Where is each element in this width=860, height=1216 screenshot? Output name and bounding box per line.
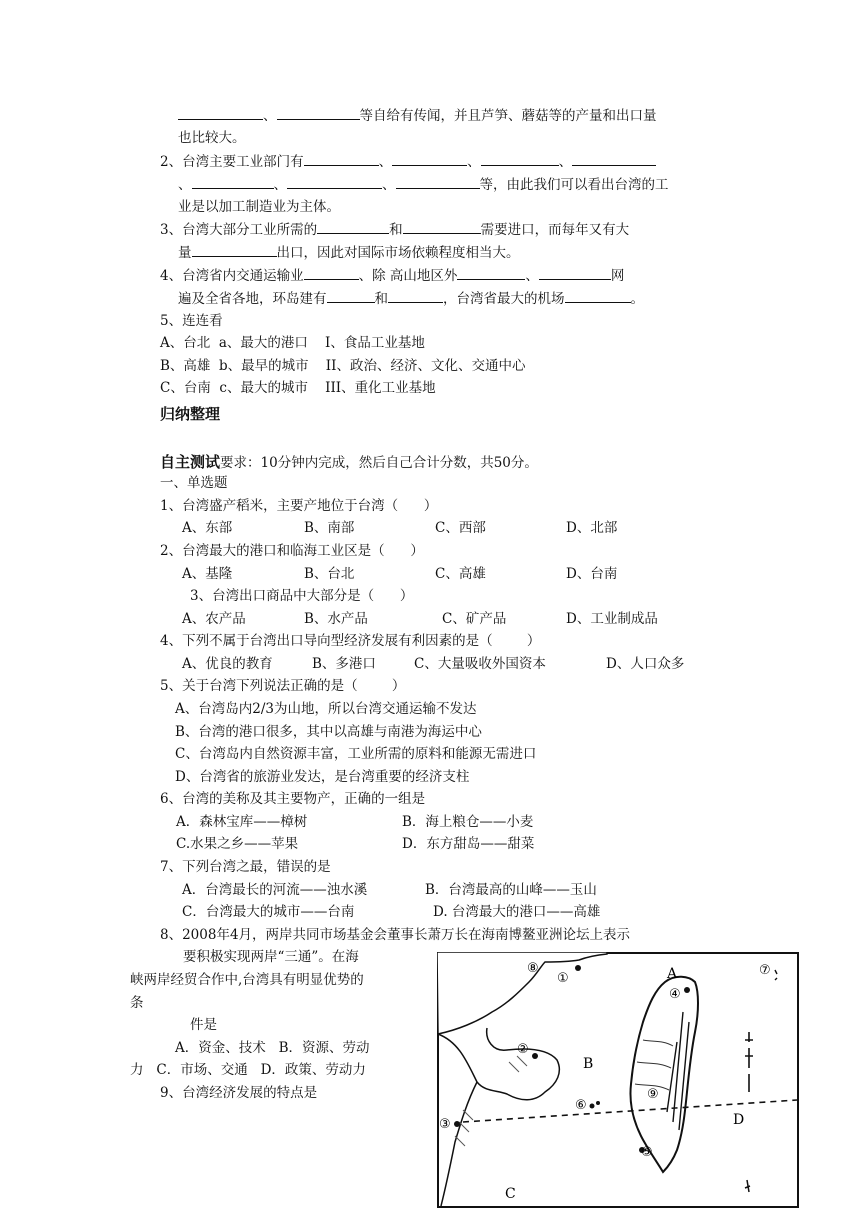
mc-options-3 [160,609,720,629]
map-label-d: D [733,1112,745,1128]
option[interactable]: C、高雄 [435,566,486,582]
question-3: 3、台湾大部分工业所需的 和 需要进口，而每年又有大 [160,219,629,240]
mc-question-2: 2、台湾最大的港口和临海工业区是（ ） [160,543,424,559]
question-2: 2、台湾主要工业部门有 、 、 、 [160,151,656,172]
self-test-requirement: 要求：10分钟内完成，然后自己合计分数，共50分。 [220,455,538,471]
option[interactable]: B．台湾最高的山峰——玉山 [425,882,597,898]
option[interactable]: B、多港口 [312,656,376,672]
mc-options-4 [160,654,720,674]
map-marker-2: ② [517,1042,529,1057]
map-marker-5: ⑤ [641,1145,653,1160]
answer-blank[interactable] [327,288,375,303]
answer-blank[interactable] [178,105,263,120]
option[interactable]: A、基隆 [182,566,233,582]
answer-blank[interactable] [396,174,480,189]
mc-question-5: 5、关于台湾下列说法正确的是（ ） [160,678,406,694]
option[interactable]: B．海上粮仓——小麦 [402,814,534,830]
map-marker-3: ③ [439,1117,451,1132]
answer-blank[interactable] [304,265,359,280]
answer-blank[interactable] [277,105,360,120]
option[interactable]: D、台南 [566,566,618,582]
option[interactable]: D．东方甜岛——甜菜 [402,836,535,852]
section-title: 一、单选题 [160,475,228,491]
option[interactable]: A．台湾最长的河流——浊水溪 [182,882,368,898]
answer-blank[interactable] [457,265,525,280]
option[interactable]: A、优良的教育 [182,656,273,672]
answer-blank[interactable] [287,174,382,189]
fill-line-1: 、 等自给有传闻，并且芦笋、蘑菇等的产量和出口量 [178,105,657,126]
map-marker-8: ⑧ [527,961,539,976]
option[interactable]: C、台湾岛内自然资源丰富，工业所需的原料和能源无需进口 [175,746,537,762]
option[interactable]: C、矿产品 [442,611,507,627]
match-row: A、台北 a、最大的港口 I、食品工业基地 [160,335,425,351]
mc-options-8[interactable]: A．资金、技术 B．资源、劳动 [175,1040,370,1056]
fill-line-2: 也比较大。 [178,130,246,146]
mc-question-7: 7、下列台湾之最，错误的是 [160,859,331,875]
mc-question-4: 4、下列不属于台湾出口导向型经济发展有利因素的是（ ） [160,633,541,649]
option[interactable]: C．台湾最大的城市——台南 [182,904,355,920]
map-marker-1: ① [557,971,569,986]
option[interactable]: A、东部 [182,520,233,536]
mc-question-8-line-3: 峡两岸经贸合作中,台湾具有明显优势的 [130,972,364,988]
question-3-line-2: 量 出口，因此对国际市场依赖程度相当大。 [178,242,520,263]
answer-blank[interactable] [572,151,656,166]
map-label-b: B [583,1056,594,1072]
summary-heading: 归纳整理 [160,405,221,423]
mc-options-6 [160,812,720,856]
option[interactable]: A、台湾岛内2/3为山地，所以台湾交通运输不发达 [175,701,477,717]
question-2-line-3: 业是以加工制造业为主体。 [178,199,340,215]
answer-blank[interactable] [539,265,611,280]
answer-blank[interactable] [403,219,481,234]
mc-options-1 [160,518,720,538]
option[interactable]: B、水产品 [304,611,368,627]
answer-blank[interactable] [388,288,443,303]
mc-options-2 [160,564,720,584]
answer-blank[interactable] [192,242,277,257]
question-4-line-2: 遍及全省各地，环岛建有 和 ，台湾省最大的机场 。 [178,288,644,309]
map-marker-4: ④ [669,987,681,1002]
match-row: B、高雄 b、最早的城市 II、政治、经济、文化、交通中心 [160,358,526,374]
option[interactable]: B、台湾的港口很多，其中以高雄与南港为海运中心 [175,724,482,740]
mc-question-9: 9、台湾经济发展的特点是 [160,1085,318,1101]
option[interactable]: A、农产品 [182,611,246,627]
mc-question-8-line-2: 要积极实现两岸“三通”。在海 [183,949,359,965]
option[interactable]: D. 台湾最大的港口——高雄 [433,904,601,920]
option[interactable]: D、工业制成品 [566,611,658,627]
map-label-c: C [505,1186,516,1202]
self-test-heading: 自主测试 [160,453,221,471]
question-5: 5、连连看 [160,313,223,329]
self-test-header [160,452,538,473]
mc-question-3: 3、台湾出口商品中大部分是（ ） [190,588,414,604]
mc-options-8-line-2[interactable]: 力 C．市场、交通 D．政策、劳动力 [130,1062,366,1078]
mc-question-6: 6、台湾的美称及其主要物产，正确的一组是 [160,791,426,807]
taiwan-strait-map [437,952,799,1208]
option[interactable]: C、西部 [435,520,486,536]
match-row: C、台南 c、最大的城市 III、重化工业基地 [160,380,436,396]
mc-question-8: 8、2008年4月，两岸共同市场基金会董事长萧万长在海南博鳌亚洲论坛上表示 [160,927,631,943]
option[interactable]: C.水果之乡——苹果 [176,836,299,852]
map-marker-6: ⑥ [575,1098,587,1113]
question-4: 4、台湾省内交通运输业 、除 高山地区外 、 网 [160,265,624,286]
option[interactable]: B、南部 [304,520,355,536]
option[interactable]: D、台湾省的旅游业发达，是台湾重要的经济支柱 [175,769,470,785]
map-marker-7: ⑦ [759,963,771,978]
option[interactable]: C、大量吸收外国资本 [414,656,546,672]
mc-question-8-line-4: 条 [130,995,144,1011]
answer-blank[interactable] [392,151,467,166]
answer-blank[interactable] [192,174,274,189]
answer-blank[interactable] [481,151,559,166]
map-marker-9: ⑨ [647,1087,659,1102]
question-2-line-2: 、 、 、 等，由此我们可以看出台湾的工 [178,174,669,195]
mc-question-8-line-5: 件是 [190,1017,217,1033]
penghu-islands [590,1104,595,1109]
option[interactable]: D、人口众多 [606,656,685,672]
mc-question-1: 1、台湾盛产稻米，主要产地位于台湾（ ） [160,498,438,514]
answer-blank[interactable] [304,151,379,166]
answer-blank[interactable] [317,219,389,234]
option[interactable]: D、北部 [566,520,618,536]
answer-blank[interactable] [565,288,631,303]
map-label-a: A [667,966,678,982]
option[interactable]: B、台北 [304,566,355,582]
mc-options-7 [160,880,720,924]
option[interactable]: A．森林宝库——樟树 [176,814,308,830]
